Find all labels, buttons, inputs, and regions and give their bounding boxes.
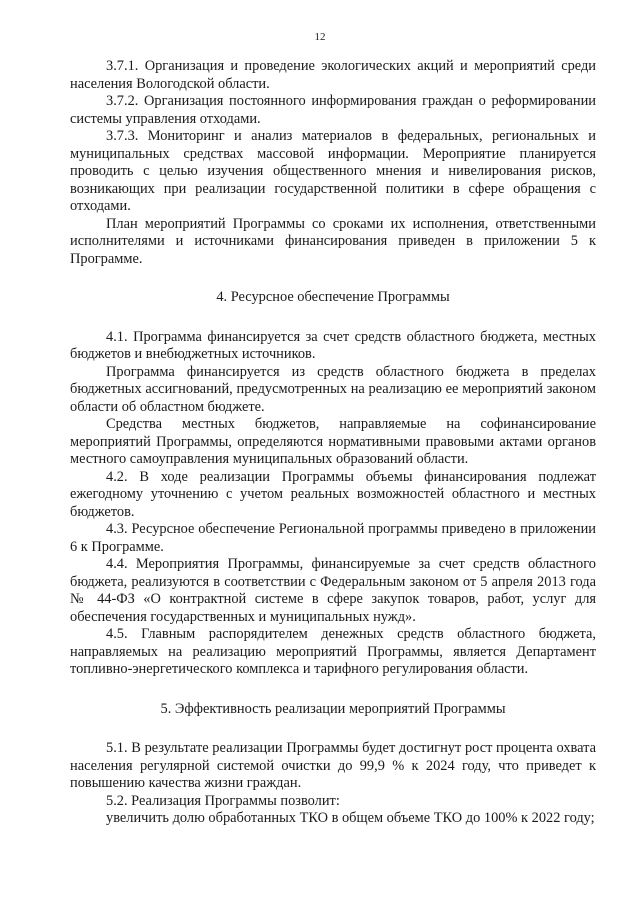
paragraph-3-7-3: 3.7.3. Мониторинг и анализ материалов в федеральных, региональных и муниципальных средствах массовой информации. Мероприятие планируется проводить с целью изучения общественного мнения и нивелирования рисков, возникающих при реализации государственной политики в сфере обращения с отходами. (70, 128, 596, 214)
section-5-heading: 5. Эффективность реализации мероприятий Программы (160, 700, 506, 717)
paragraph-4-4: 4.4. Мероприятия Программы, финансируемые за счет средств областного бюджета, реализуются в соответствии с Федеральным законом от 5 апреля 2013 года № 44-ФЗ «О контрактной системе в сфере закупок товаров, работ, услуг для обеспечения государственных и муниципальных нужд». (70, 556, 596, 625)
section-4-heading: 4. Ресурсное обеспечение Программы (216, 289, 450, 305)
paragraph-plan: План мероприятий Программы со сроками их исполнения, ответственными исполнителями и источниками финансирования приведен в приложении 5 к Программе. (70, 215, 596, 267)
paragraph-3-7-2: 3.7.2. Организация постоянного информирования граждан о реформировании системы управления отходами. (70, 93, 596, 127)
paragraph-4-2: 4.2. В ходе реализации Программы объемы финансирования подлежат ежегодному уточнению с учетом реальных возможностей областного и местных бюджетов. (70, 468, 596, 520)
paragraph-5-1: 5.1. В результате реализации Программы будет достигнут рост процента охвата населения регулярной системой очистки до 99,9 % к 2024 году, что приведет к повышению качества жизни граждан. (70, 740, 596, 791)
paragraph-4-1: 4.1. Программа финансируется за счет средств областного бюджета, местных бюджетов и внебюджетных источников. (70, 328, 596, 362)
paragraph-4-3: 4.3. Ресурсное обеспечение Региональной программы приведено в приложении 6 к Программе. (70, 521, 596, 555)
paragraph-3-7-1: 3.7.1. Организация и проведение экологических акций и мероприятий среди населения Вологодской области. (70, 58, 596, 92)
page-number: 12 (314, 31, 326, 43)
paragraph-5-2: 5.2. Реализация Программы позволит: (106, 792, 340, 809)
document-body (70, 58, 596, 828)
paragraph-regional-budget: Программа финансируется из средств областного бюджета в пределах бюджетных ассигнований, предусмотренных на реализацию ее мероприятий законом области об областном бюджете. (70, 363, 596, 415)
paragraph-local-budgets: Средства местных бюджетов, направляемые на софинансирование мероприятий Программы, определяются нормативными правовыми актами органов местного самоуправления муниципальных образований области. (70, 416, 596, 467)
paragraph-4-5: 4.5. Главным распорядителем денежных средств областного бюджета, направляемых на реализацию мероприятий Программы, является Департамент топливно-энергетического комплекса и тарифного регулирования области. (70, 626, 596, 677)
paragraph-tko-share: увеличить долю обработанных ТКО в общем объеме ТКО до 100% к 2022 году; (106, 810, 595, 826)
